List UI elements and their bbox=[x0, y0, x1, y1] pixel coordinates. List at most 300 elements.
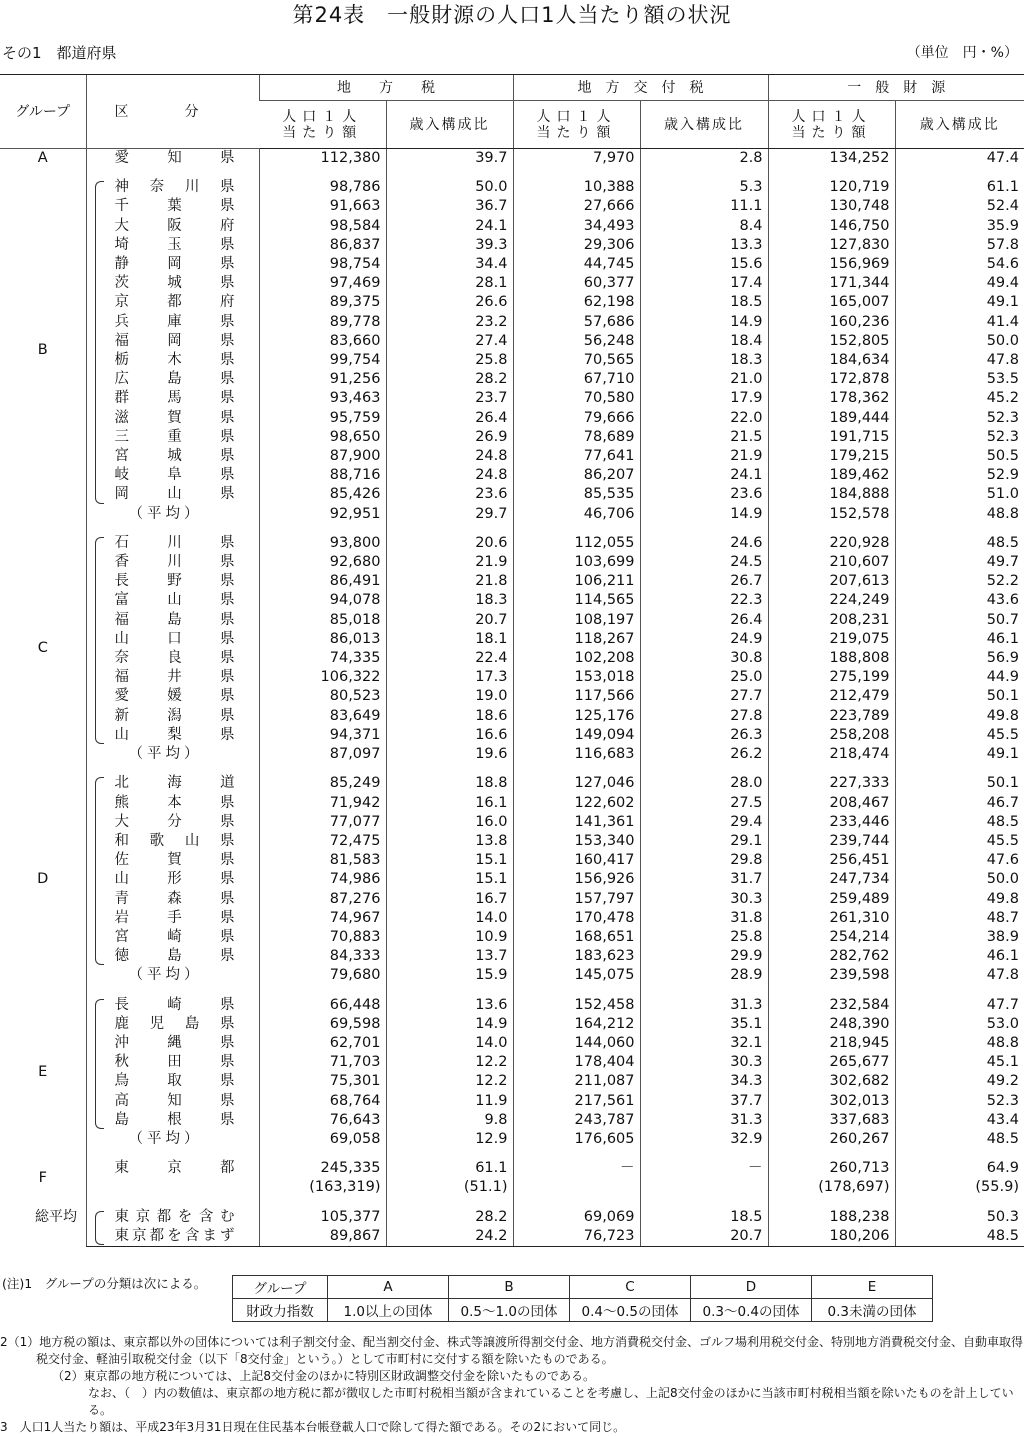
allocation-tax-ratio: 29.9 bbox=[640, 947, 768, 966]
table-row bbox=[0, 928, 1024, 947]
header-per-capita-line: 当たり額 bbox=[536, 124, 617, 141]
table-row bbox=[0, 351, 1024, 370]
legend-value-cell: 0.3未満の団体 bbox=[812, 1299, 933, 1322]
table-row bbox=[0, 649, 1024, 668]
local-tax-ratio: 24.8 bbox=[386, 466, 513, 485]
general-revenue-per-capita: 156,969 bbox=[768, 255, 895, 274]
row-label bbox=[86, 178, 259, 197]
local-tax-ratio: 14.0 bbox=[386, 1034, 513, 1053]
allocation-tax-per-capita: 44,745 bbox=[513, 255, 640, 274]
local-tax-per-capita: 106,322 bbox=[259, 668, 386, 687]
general-revenue-ratio: 48.5 bbox=[895, 1227, 1024, 1247]
general-revenue-ratio: 49.1 bbox=[895, 293, 1024, 312]
general-revenue-per-capita: 260,713 bbox=[768, 1159, 895, 1178]
allocation-tax-ratio: 2.8 bbox=[640, 149, 768, 169]
allocation-tax-ratio: 24.9 bbox=[640, 630, 768, 649]
allocation-tax-per-capita: 117,566 bbox=[513, 687, 640, 706]
general-revenue-ratio: 48.5 bbox=[895, 534, 1024, 553]
local-tax-ratio: 21.8 bbox=[386, 572, 513, 591]
local-tax-ratio: 16.1 bbox=[386, 794, 513, 813]
general-revenue-per-capita: 260,267 bbox=[768, 1130, 895, 1149]
table-row bbox=[0, 313, 1024, 332]
header-per-capita bbox=[513, 101, 640, 149]
table-row bbox=[0, 505, 1024, 524]
prefecture-name: 滋賀県 bbox=[114, 409, 235, 426]
allocation-tax-ratio: 8.4 bbox=[640, 217, 768, 236]
allocation-tax-per-capita: 46,706 bbox=[513, 505, 640, 524]
table-row bbox=[0, 996, 1024, 1015]
local-tax-ratio: 28.2 bbox=[386, 1208, 513, 1227]
general-revenue-per-capita: 171,344 bbox=[768, 274, 895, 293]
general-revenue-per-capita: 210,607 bbox=[768, 553, 895, 572]
table-row bbox=[0, 726, 1024, 745]
general-revenue-per-capita: 302,013 bbox=[768, 1092, 895, 1111]
legend-header-cell: E bbox=[812, 1276, 933, 1299]
allocation-tax-ratio: 17.9 bbox=[640, 389, 768, 408]
local-tax-per-capita: 62,701 bbox=[259, 1034, 386, 1053]
general-revenue-ratio: 49.8 bbox=[895, 890, 1024, 909]
local-tax-per-capita: 98,650 bbox=[259, 428, 386, 447]
table-row bbox=[0, 332, 1024, 351]
local-tax-per-capita: 89,375 bbox=[259, 293, 386, 312]
allocation-tax-ratio: 31.3 bbox=[640, 996, 768, 1015]
allocation-tax-ratio: 27.8 bbox=[640, 707, 768, 726]
row-label bbox=[86, 813, 259, 832]
local-tax-ratio: 27.4 bbox=[386, 332, 513, 351]
prefecture-name: 埼玉県 bbox=[114, 236, 235, 253]
general-revenue-ratio: 57.8 bbox=[895, 236, 1024, 255]
general-revenue-ratio: 45.1 bbox=[895, 1053, 1024, 1072]
group-legend-table bbox=[232, 1275, 933, 1322]
prefecture-name: 愛知県 bbox=[114, 150, 235, 166]
row-label bbox=[86, 649, 259, 668]
general-revenue-per-capita: 265,677 bbox=[768, 1053, 895, 1072]
row-label bbox=[86, 611, 259, 630]
row-label bbox=[86, 389, 259, 408]
table-row bbox=[0, 370, 1024, 389]
table-row bbox=[0, 1208, 1024, 1227]
allocation-tax-ratio: 24.6 bbox=[640, 534, 768, 553]
local-tax-per-capita: 91,663 bbox=[259, 197, 386, 216]
prefecture-name: 京都府 bbox=[114, 294, 235, 311]
local-tax-ratio: 10.9 bbox=[386, 928, 513, 947]
row-label bbox=[86, 745, 259, 764]
allocation-tax-per-capita: 10,388 bbox=[513, 178, 640, 197]
row-label bbox=[86, 1034, 259, 1053]
general-revenue-per-capita: 218,945 bbox=[768, 1034, 895, 1053]
legend-header-cell: D bbox=[691, 1276, 812, 1299]
group-label: E bbox=[38, 1063, 48, 1080]
prefecture-name: 福井県 bbox=[114, 669, 235, 686]
row-label bbox=[86, 534, 259, 553]
allocation-tax-per-capita: 56,248 bbox=[513, 332, 640, 351]
table-row bbox=[0, 1034, 1024, 1053]
table-row bbox=[0, 1178, 1024, 1197]
allocation-tax-per-capita: 217,561 bbox=[513, 1092, 640, 1111]
spacer-row bbox=[0, 986, 1024, 996]
allocation-tax-ratio: 22.0 bbox=[640, 409, 768, 428]
allocation-tax-per-capita: 106,211 bbox=[513, 572, 640, 591]
row-label bbox=[86, 1053, 259, 1072]
general-revenue-ratio: 46.1 bbox=[895, 947, 1024, 966]
local-tax-ratio: 9.8 bbox=[386, 1111, 513, 1130]
local-tax-per-capita: 68,764 bbox=[259, 1092, 386, 1111]
prefecture-name: 宮崎県 bbox=[114, 928, 235, 945]
general-revenue-ratio: 52.4 bbox=[895, 197, 1024, 216]
general-revenue-per-capita: 208,231 bbox=[768, 611, 895, 630]
general-revenue-per-capita: 160,236 bbox=[768, 313, 895, 332]
table-row bbox=[0, 707, 1024, 726]
allocation-tax-ratio: 21.5 bbox=[640, 428, 768, 447]
allocation-tax-per-capita: － bbox=[513, 1159, 640, 1178]
table-row bbox=[0, 447, 1024, 466]
allocation-tax-ratio: 32.1 bbox=[640, 1034, 768, 1053]
general-revenue-ratio: 45.5 bbox=[895, 726, 1024, 745]
allocation-tax-per-capita: 156,926 bbox=[513, 870, 640, 889]
prefecture-name: 青森県 bbox=[114, 890, 235, 907]
row-label bbox=[86, 466, 259, 485]
header-per-capita bbox=[768, 101, 895, 149]
row-label bbox=[86, 553, 259, 572]
prefecture-name: 東京都を含まず bbox=[114, 1227, 235, 1244]
row-label bbox=[86, 909, 259, 928]
allocation-tax-ratio: 21.0 bbox=[640, 370, 768, 389]
local-tax-per-capita: 70,883 bbox=[259, 928, 386, 947]
local-tax-ratio: 13.6 bbox=[386, 996, 513, 1015]
allocation-tax-per-capita: 243,787 bbox=[513, 1111, 640, 1130]
allocation-tax-per-capita: 70,580 bbox=[513, 389, 640, 408]
table-row bbox=[0, 236, 1024, 255]
row-label bbox=[86, 149, 259, 169]
local-tax-ratio: 19.6 bbox=[386, 745, 513, 764]
prefecture-name: 沖縄県 bbox=[114, 1034, 235, 1051]
allocation-tax-per-capita: 152,458 bbox=[513, 996, 640, 1015]
allocation-tax-per-capita: 145,075 bbox=[513, 966, 640, 985]
general-revenue-ratio: 48.8 bbox=[895, 505, 1024, 524]
table-row bbox=[0, 1092, 1024, 1111]
general-revenue-per-capita: 223,789 bbox=[768, 707, 895, 726]
general-revenue-ratio: 53.5 bbox=[895, 370, 1024, 389]
local-tax-ratio: 39.3 bbox=[386, 236, 513, 255]
local-tax-per-capita: 76,643 bbox=[259, 1111, 386, 1130]
local-tax-ratio: 13.8 bbox=[386, 832, 513, 851]
local-tax-ratio: (51.1) bbox=[386, 1178, 513, 1197]
row-label bbox=[86, 851, 259, 870]
row-label bbox=[86, 572, 259, 591]
local-tax-per-capita: 69,058 bbox=[259, 1130, 386, 1149]
general-revenue-ratio: 50.1 bbox=[895, 774, 1024, 793]
spacer-row bbox=[0, 168, 1024, 178]
allocation-tax-ratio: 32.9 bbox=[640, 1130, 768, 1149]
table-row bbox=[0, 466, 1024, 485]
general-revenue-ratio: 56.9 bbox=[895, 649, 1024, 668]
local-tax-per-capita: 94,371 bbox=[259, 726, 386, 745]
prefecture-name: 東京都を含む bbox=[114, 1208, 235, 1225]
prefecture-name: 大阪府 bbox=[114, 217, 235, 234]
allocation-tax-per-capita: 157,797 bbox=[513, 890, 640, 909]
local-tax-per-capita: 83,660 bbox=[259, 332, 386, 351]
allocation-tax-ratio: 18.5 bbox=[640, 1208, 768, 1227]
table-row bbox=[0, 274, 1024, 293]
local-tax-ratio: 19.0 bbox=[386, 687, 513, 706]
allocation-tax-ratio: 20.7 bbox=[640, 1227, 768, 1247]
local-tax-ratio: 22.4 bbox=[386, 649, 513, 668]
local-tax-ratio: 16.7 bbox=[386, 890, 513, 909]
row-label bbox=[86, 1208, 259, 1227]
general-revenue-ratio: 61.1 bbox=[895, 178, 1024, 197]
allocation-tax-per-capita: 70,565 bbox=[513, 351, 640, 370]
prefecture-name: 大分県 bbox=[114, 813, 235, 830]
local-tax-ratio: 50.0 bbox=[386, 178, 513, 197]
average-label: （平均） bbox=[128, 746, 199, 763]
general-revenue-ratio: 48.5 bbox=[895, 1130, 1024, 1149]
table-row bbox=[0, 851, 1024, 870]
prefecture-name: 香川県 bbox=[114, 554, 235, 571]
local-tax-per-capita: 66,448 bbox=[259, 996, 386, 1015]
general-revenue-ratio: 48.8 bbox=[895, 1034, 1024, 1053]
allocation-tax-ratio: 29.1 bbox=[640, 832, 768, 851]
general-revenue-per-capita: 184,888 bbox=[768, 485, 895, 504]
general-revenue-per-capita: 239,744 bbox=[768, 832, 895, 851]
allocation-tax-per-capita: 141,361 bbox=[513, 813, 640, 832]
general-revenue-per-capita: 180,206 bbox=[768, 1227, 895, 1247]
local-tax-ratio: 12.2 bbox=[386, 1072, 513, 1091]
local-tax-ratio: 20.6 bbox=[386, 534, 513, 553]
allocation-tax-per-capita: 176,605 bbox=[513, 1130, 640, 1149]
general-revenue-per-capita: 189,462 bbox=[768, 466, 895, 485]
allocation-tax-per-capita: 153,340 bbox=[513, 832, 640, 851]
local-tax-per-capita: 89,867 bbox=[259, 1227, 386, 1247]
allocation-tax-ratio: 26.4 bbox=[640, 611, 768, 630]
legend-value-cell: 0.5～1.0の団体 bbox=[449, 1299, 570, 1322]
group-label: A bbox=[37, 150, 48, 166]
row-label bbox=[86, 293, 259, 312]
general-revenue-per-capita: 146,750 bbox=[768, 217, 895, 236]
allocation-tax-per-capita: 60,377 bbox=[513, 274, 640, 293]
row-label bbox=[86, 774, 259, 793]
table-row bbox=[0, 870, 1024, 889]
row-label bbox=[86, 485, 259, 504]
header-local-allocation-tax: 地 方 交 付 税 bbox=[513, 75, 768, 101]
local-tax-ratio: 23.7 bbox=[386, 389, 513, 408]
row-label bbox=[86, 313, 259, 332]
legend-value-cell: 財政力指数 bbox=[233, 1299, 328, 1322]
allocation-tax-ratio: 28.9 bbox=[640, 966, 768, 985]
local-tax-ratio: 24.8 bbox=[386, 447, 513, 466]
table-row bbox=[0, 947, 1024, 966]
table-row bbox=[0, 966, 1024, 985]
note-2-3: なお、（ ）内の数値は、東京都の地方税に都が徴収した市町村税相当額が含まれていることを考慮し、上記8交付金のほかに当該市町村税相当額を除いたものを計上している。 bbox=[88, 1386, 1014, 1417]
allocation-tax-per-capita: 164,212 bbox=[513, 1015, 640, 1034]
local-tax-per-capita: 105,377 bbox=[259, 1208, 386, 1227]
general-revenue-ratio: 35.9 bbox=[895, 217, 1024, 236]
allocation-tax-ratio: 11.1 bbox=[640, 197, 768, 216]
general-revenue-ratio: 45.5 bbox=[895, 832, 1024, 851]
allocation-tax-ratio: 25.0 bbox=[640, 668, 768, 687]
prefecture-name: 北海道 bbox=[114, 775, 235, 792]
table-row bbox=[0, 293, 1024, 312]
local-tax-ratio: 15.1 bbox=[386, 851, 513, 870]
allocation-tax-per-capita: 79,666 bbox=[513, 409, 640, 428]
local-tax-ratio: 23.2 bbox=[386, 313, 513, 332]
general-revenue-ratio: 52.3 bbox=[895, 1092, 1024, 1111]
general-revenue-per-capita: 172,878 bbox=[768, 370, 895, 389]
prefecture-name: 新潟県 bbox=[114, 707, 235, 724]
general-revenue-per-capita: 224,249 bbox=[768, 591, 895, 610]
local-tax-per-capita: 98,786 bbox=[259, 178, 386, 197]
spacer-row bbox=[0, 1149, 1024, 1159]
local-tax-ratio: 36.7 bbox=[386, 197, 513, 216]
row-label bbox=[86, 447, 259, 466]
prefecture-name: 秋田県 bbox=[114, 1054, 235, 1071]
general-revenue-ratio: 53.0 bbox=[895, 1015, 1024, 1034]
table-row bbox=[0, 591, 1024, 610]
row-label bbox=[86, 255, 259, 274]
table-row bbox=[0, 255, 1024, 274]
local-tax-per-capita: 83,649 bbox=[259, 707, 386, 726]
allocation-tax-ratio: 21.9 bbox=[640, 447, 768, 466]
local-tax-ratio: 25.8 bbox=[386, 351, 513, 370]
general-revenue-ratio: 49.4 bbox=[895, 274, 1024, 293]
table-row bbox=[0, 813, 1024, 832]
row-label bbox=[86, 1227, 259, 1247]
row-label bbox=[86, 1015, 259, 1034]
prefecture-name: 和歌山県 bbox=[114, 832, 235, 849]
local-tax-ratio: 18.8 bbox=[386, 774, 513, 793]
row-label bbox=[86, 726, 259, 745]
allocation-tax-per-capita: 160,417 bbox=[513, 851, 640, 870]
legend-header-cell: C bbox=[570, 1276, 691, 1299]
row-label bbox=[86, 668, 259, 687]
local-tax-ratio: 26.9 bbox=[386, 428, 513, 447]
legend-header-cell: B bbox=[449, 1276, 570, 1299]
allocation-tax-ratio: 14.9 bbox=[640, 505, 768, 524]
allocation-tax-per-capita: 127,046 bbox=[513, 774, 640, 793]
local-tax-per-capita: 72,475 bbox=[259, 832, 386, 851]
local-tax-per-capita: 71,942 bbox=[259, 794, 386, 813]
allocation-tax-ratio: 35.1 bbox=[640, 1015, 768, 1034]
local-tax-ratio: 61.1 bbox=[386, 1159, 513, 1178]
allocation-tax-ratio: 26.3 bbox=[640, 726, 768, 745]
local-tax-per-capita: 80,523 bbox=[259, 687, 386, 706]
general-revenue-ratio: (55.9) bbox=[895, 1178, 1024, 1197]
general-revenue-ratio: 43.4 bbox=[895, 1111, 1024, 1130]
general-revenue-per-capita: 248,390 bbox=[768, 1015, 895, 1034]
local-tax-ratio: 24.1 bbox=[386, 217, 513, 236]
table-row bbox=[0, 630, 1024, 649]
allocation-tax-per-capita: 118,267 bbox=[513, 630, 640, 649]
row-label bbox=[86, 1130, 259, 1149]
general-revenue-ratio: 44.9 bbox=[895, 668, 1024, 687]
row-label bbox=[86, 505, 259, 524]
allocation-tax-ratio: 31.3 bbox=[640, 1111, 768, 1130]
prefecture-name: 三重県 bbox=[114, 428, 235, 445]
general-revenue-ratio: 38.9 bbox=[895, 928, 1024, 947]
local-tax-per-capita: 112,380 bbox=[259, 149, 386, 169]
general-revenue-per-capita: 134,252 bbox=[768, 149, 895, 169]
prefecture-name: 鳥取県 bbox=[114, 1073, 235, 1090]
general-revenue-per-capita: 152,578 bbox=[768, 505, 895, 524]
general-revenue-per-capita: 232,584 bbox=[768, 996, 895, 1015]
header-local-tax: 地 方 税 bbox=[259, 75, 513, 101]
row-label bbox=[86, 370, 259, 389]
table-row bbox=[0, 197, 1024, 216]
local-tax-ratio: 15.9 bbox=[386, 966, 513, 985]
local-tax-per-capita: 87,900 bbox=[259, 447, 386, 466]
general-revenue-per-capita: 212,479 bbox=[768, 687, 895, 706]
allocation-tax-per-capita: 144,060 bbox=[513, 1034, 640, 1053]
general-revenue-per-capita: 188,238 bbox=[768, 1208, 895, 1227]
general-revenue-per-capita: 218,474 bbox=[768, 745, 895, 764]
local-tax-ratio: 16.0 bbox=[386, 813, 513, 832]
allocation-tax-ratio: 34.3 bbox=[640, 1072, 768, 1091]
legend-header-row bbox=[233, 1276, 933, 1299]
local-tax-per-capita: 91,256 bbox=[259, 370, 386, 389]
allocation-tax-per-capita: 102,208 bbox=[513, 649, 640, 668]
allocation-tax-per-capita: 183,623 bbox=[513, 947, 640, 966]
local-tax-ratio: 12.2 bbox=[386, 1053, 513, 1072]
table-row bbox=[0, 1053, 1024, 1072]
general-revenue-ratio: 47.8 bbox=[895, 351, 1024, 370]
local-tax-ratio: 14.0 bbox=[386, 909, 513, 928]
general-revenue-per-capita: (178,697) bbox=[768, 1178, 895, 1197]
table-row bbox=[0, 389, 1024, 408]
allocation-tax-per-capita: 211,087 bbox=[513, 1072, 640, 1091]
general-revenue-per-capita: 261,310 bbox=[768, 909, 895, 928]
allocation-tax-per-capita: 114,565 bbox=[513, 591, 640, 610]
local-tax-ratio: 17.3 bbox=[386, 668, 513, 687]
local-tax-per-capita: (163,319) bbox=[259, 1178, 386, 1197]
local-tax-ratio: 28.1 bbox=[386, 274, 513, 293]
local-tax-ratio: 23.6 bbox=[386, 485, 513, 504]
note-2-1: 2（1）地方税の額は、東京都以外の団体については利子割交付金、配当割交付金、株式等譲渡所得割交付金、地方消費税交付金、ゴルフ場利用税交付金、特別地方消費税交付金、自動車取得税交付金、軽油引取税交付金（以下「8交付金」という。）として市町村に交付する額を除いたものである。 bbox=[0, 1335, 1024, 1366]
allocation-tax-per-capita: 85,535 bbox=[513, 485, 640, 504]
local-tax-ratio: 26.6 bbox=[386, 293, 513, 312]
local-tax-per-capita: 86,837 bbox=[259, 236, 386, 255]
allocation-tax-ratio: 29.8 bbox=[640, 851, 768, 870]
header-ratio: 歳入構成比 bbox=[895, 101, 1024, 149]
local-tax-ratio: 13.7 bbox=[386, 947, 513, 966]
prefecture-name: 長野県 bbox=[114, 573, 235, 590]
prefecture-name: 島根県 bbox=[114, 1111, 235, 1128]
allocation-tax-ratio: 24.1 bbox=[640, 466, 768, 485]
local-tax-ratio: 39.7 bbox=[386, 149, 513, 169]
local-tax-ratio: 24.2 bbox=[386, 1227, 513, 1247]
allocation-tax-ratio: 30.3 bbox=[640, 890, 768, 909]
allocation-tax-per-capita: 168,651 bbox=[513, 928, 640, 947]
general-revenue-per-capita: 165,007 bbox=[768, 293, 895, 312]
prefecture-name: 愛媛県 bbox=[114, 688, 235, 705]
general-revenue-per-capita: 219,075 bbox=[768, 630, 895, 649]
spacer-row bbox=[0, 764, 1024, 774]
table-row bbox=[0, 149, 1024, 169]
row-label bbox=[86, 1092, 259, 1111]
prefecture-name: 宮城県 bbox=[114, 448, 235, 465]
local-tax-per-capita: 86,013 bbox=[259, 630, 386, 649]
general-revenue-per-capita: 208,467 bbox=[768, 794, 895, 813]
local-tax-per-capita: 93,463 bbox=[259, 389, 386, 408]
allocation-tax-per-capita: 108,197 bbox=[513, 611, 640, 630]
prefecture-name: 福島県 bbox=[114, 611, 235, 628]
allocation-tax-ratio bbox=[640, 1178, 768, 1197]
table-row bbox=[0, 409, 1024, 428]
row-label bbox=[86, 966, 259, 985]
general-revenue-ratio: 52.9 bbox=[895, 466, 1024, 485]
allocation-tax-per-capita: 112,055 bbox=[513, 534, 640, 553]
row-label bbox=[86, 1159, 259, 1178]
general-revenue-per-capita: 256,451 bbox=[768, 851, 895, 870]
spacer-row bbox=[0, 524, 1024, 534]
